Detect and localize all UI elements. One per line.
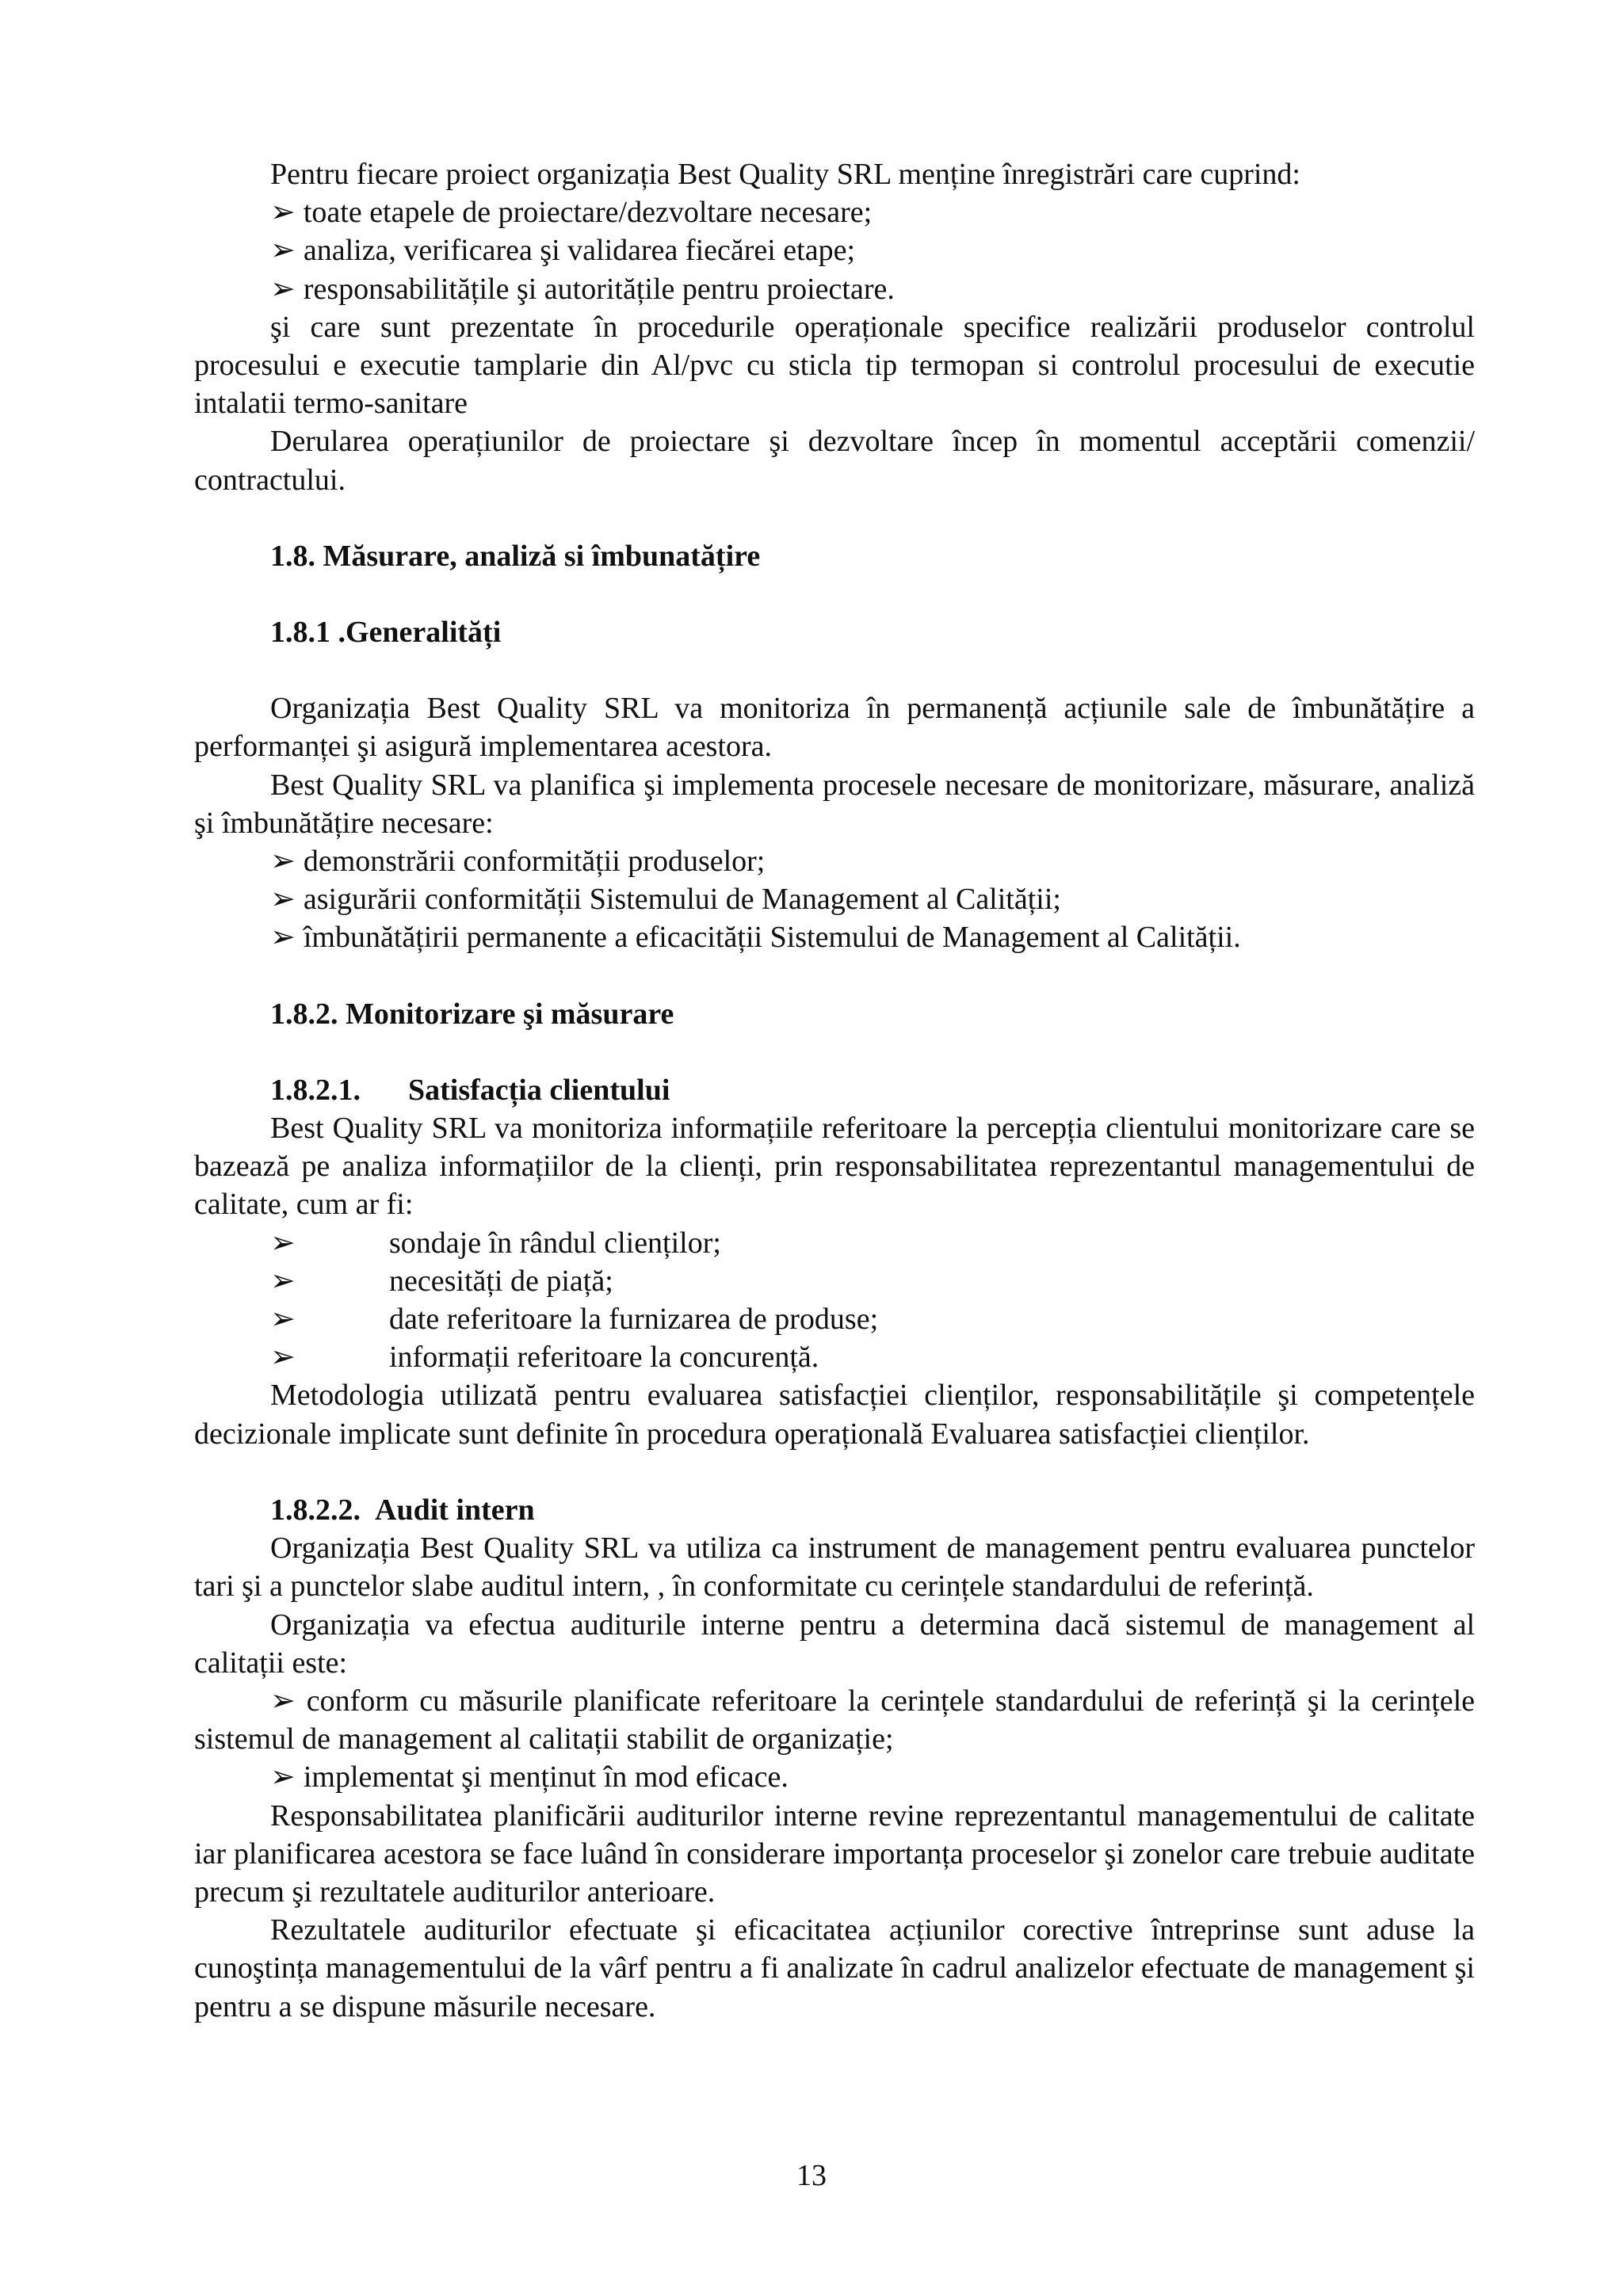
page-number: 13 bbox=[796, 2159, 827, 2192]
heading-number: 1.8.2.2. bbox=[270, 1493, 361, 1527]
arrow-bullet-icon: ➢ bbox=[270, 234, 296, 268]
paragraph: Organizația va efectua auditurile interne pentru a determina dacă sistemul de management al calitații este: bbox=[194, 1608, 1475, 1680]
list-item: ➢ date referitoare la furnizarea de produse; bbox=[194, 1300, 1475, 1338]
paragraph: Best Quality SRL va monitoriza informațiile referitoare la percepția clientului monitorizare care se bazează pe analiza informațiilor de la clienți, prin responsabilitatea reprezentantul managementului de calitate, cum ar fi: bbox=[194, 1112, 1475, 1222]
list-item: ➢ informații referitoare la concurență. bbox=[194, 1338, 1475, 1376]
arrow-bullet-icon: ➢ bbox=[270, 1684, 296, 1718]
arrow-bullet-icon: ➢ bbox=[270, 883, 296, 917]
heading-title: Audit intern bbox=[375, 1493, 535, 1527]
list-item: ➢ conform cu măsurile planificate referitoare la cerințele standardului de referință şi la cerințele sistemul de management al calitații stabilit de organizație; bbox=[194, 1684, 1476, 1756]
arrow-bullet-icon: ➢ bbox=[270, 1341, 296, 1375]
paragraph: Rezultatele auditurilor efectuate şi eficacitatea acțiunilor corective întreprinse sunt aduse la cunoştința managementului de la vârf pentru a fi analizate în cadrul analizelor efectuate de management şi pentru a se dispune măsurile necesare. bbox=[194, 1913, 1475, 2023]
intro-lead: Pentru fiecare proiect organizația Best Quality SRL menține înregistrări care cuprind: bbox=[270, 158, 1300, 191]
arrow-bullet-icon: ➢ bbox=[270, 921, 296, 955]
heading-title: Satisfacția clientului bbox=[408, 1073, 670, 1107]
list-item: ➢ sondaje în rândul clienților; bbox=[194, 1224, 1475, 1262]
list-item: ➢ îmbunătățirii permanente a eficacității Sistemului de Management al Calității. bbox=[270, 921, 1241, 955]
paragraph: Organizația Best Quality SRL va monitoriza în permanență acțiunile sale de îmbunătățire a performanței şi asigură implementarea acestora. bbox=[194, 692, 1475, 764]
subsection-heading: 1.8.2. Monitorizare şi măsurare bbox=[270, 997, 674, 1031]
paragraph: Responsabilitatea planificării auditurilor interne revine reprezentantul managementului de calitate iar planificarea acestora se face luând în considerare importanța proceselor şi zonelor care trebuie auditate precum şi rezultatele auditurilor anterioare. bbox=[194, 1798, 1475, 1909]
paragraph: Derularea operațiunilor de proiectare şi dezvoltare încep în momentul acceptării comenzii/ contractului. bbox=[194, 425, 1475, 497]
list-item: ➢ implementat şi menținut în mod eficace. bbox=[270, 1760, 789, 1794]
paragraph: Best Quality SRL va planifica şi implementa procesele necesare de monitorizare, măsurare, analiză şi îmbunătățire necesare: bbox=[194, 768, 1475, 840]
list-item: ➢ toate etapele de proiectare/dezvoltare necesare; bbox=[270, 196, 873, 230]
arrow-bullet-icon: ➢ bbox=[270, 845, 296, 879]
subsection-heading: 1.8.1 .Generalități bbox=[270, 616, 502, 650]
list-item: ➢ demonstrării conformității produselor; bbox=[270, 845, 766, 879]
arrow-bullet-icon: ➢ bbox=[270, 1226, 296, 1260]
arrow-bullet-icon: ➢ bbox=[270, 1264, 296, 1298]
paragraph: Organizația Best Quality SRL va utiliza ca instrument de management pentru evaluarea punctelor tari şi a punctelor slabe auditul intern, , în conformitate cu cerințele standardului de referință. bbox=[194, 1531, 1475, 1604]
heading-number: 1.8.2.1. bbox=[270, 1073, 361, 1107]
arrow-bullet-icon: ➢ bbox=[270, 1302, 296, 1337]
document-page bbox=[194, 155, 1475, 2026]
arrow-bullet-icon: ➢ bbox=[270, 196, 296, 230]
paragraph: Metodologia utilizată pentru evaluarea satisfacției clienților, responsabilitățile şi competențele decizionale implicate sunt definite în procedura operațională Evaluarea satisfacției clienților. bbox=[194, 1379, 1475, 1451]
section-heading: 1.8. Măsurare, analiză si îmbunatățire bbox=[270, 539, 761, 573]
list-item: ➢ analiza, verificarea şi validarea fiecărei etape; bbox=[270, 234, 856, 268]
subsubsection-heading bbox=[194, 1491, 1475, 1529]
subsubsection-heading bbox=[194, 1071, 1475, 1109]
list-item: ➢ asigurării conformității Sistemului de Management al Calității; bbox=[270, 883, 1061, 917]
list-item: ➢ necesități de piață; bbox=[194, 1262, 1475, 1300]
paragraph: şi care sunt prezentate în procedurile operaționale specifice realizării produselor controlul procesului e executie tamplarie din Al/pvc cu sticla tip termopan si controlul procesului de executie intalatii termo-sanitare bbox=[194, 310, 1475, 421]
list-item: ➢ responsabilitățile şi autoritățile pentru proiectare. bbox=[270, 272, 895, 306]
arrow-bullet-icon: ➢ bbox=[270, 272, 296, 306]
arrow-bullet-icon: ➢ bbox=[270, 1760, 296, 1794]
